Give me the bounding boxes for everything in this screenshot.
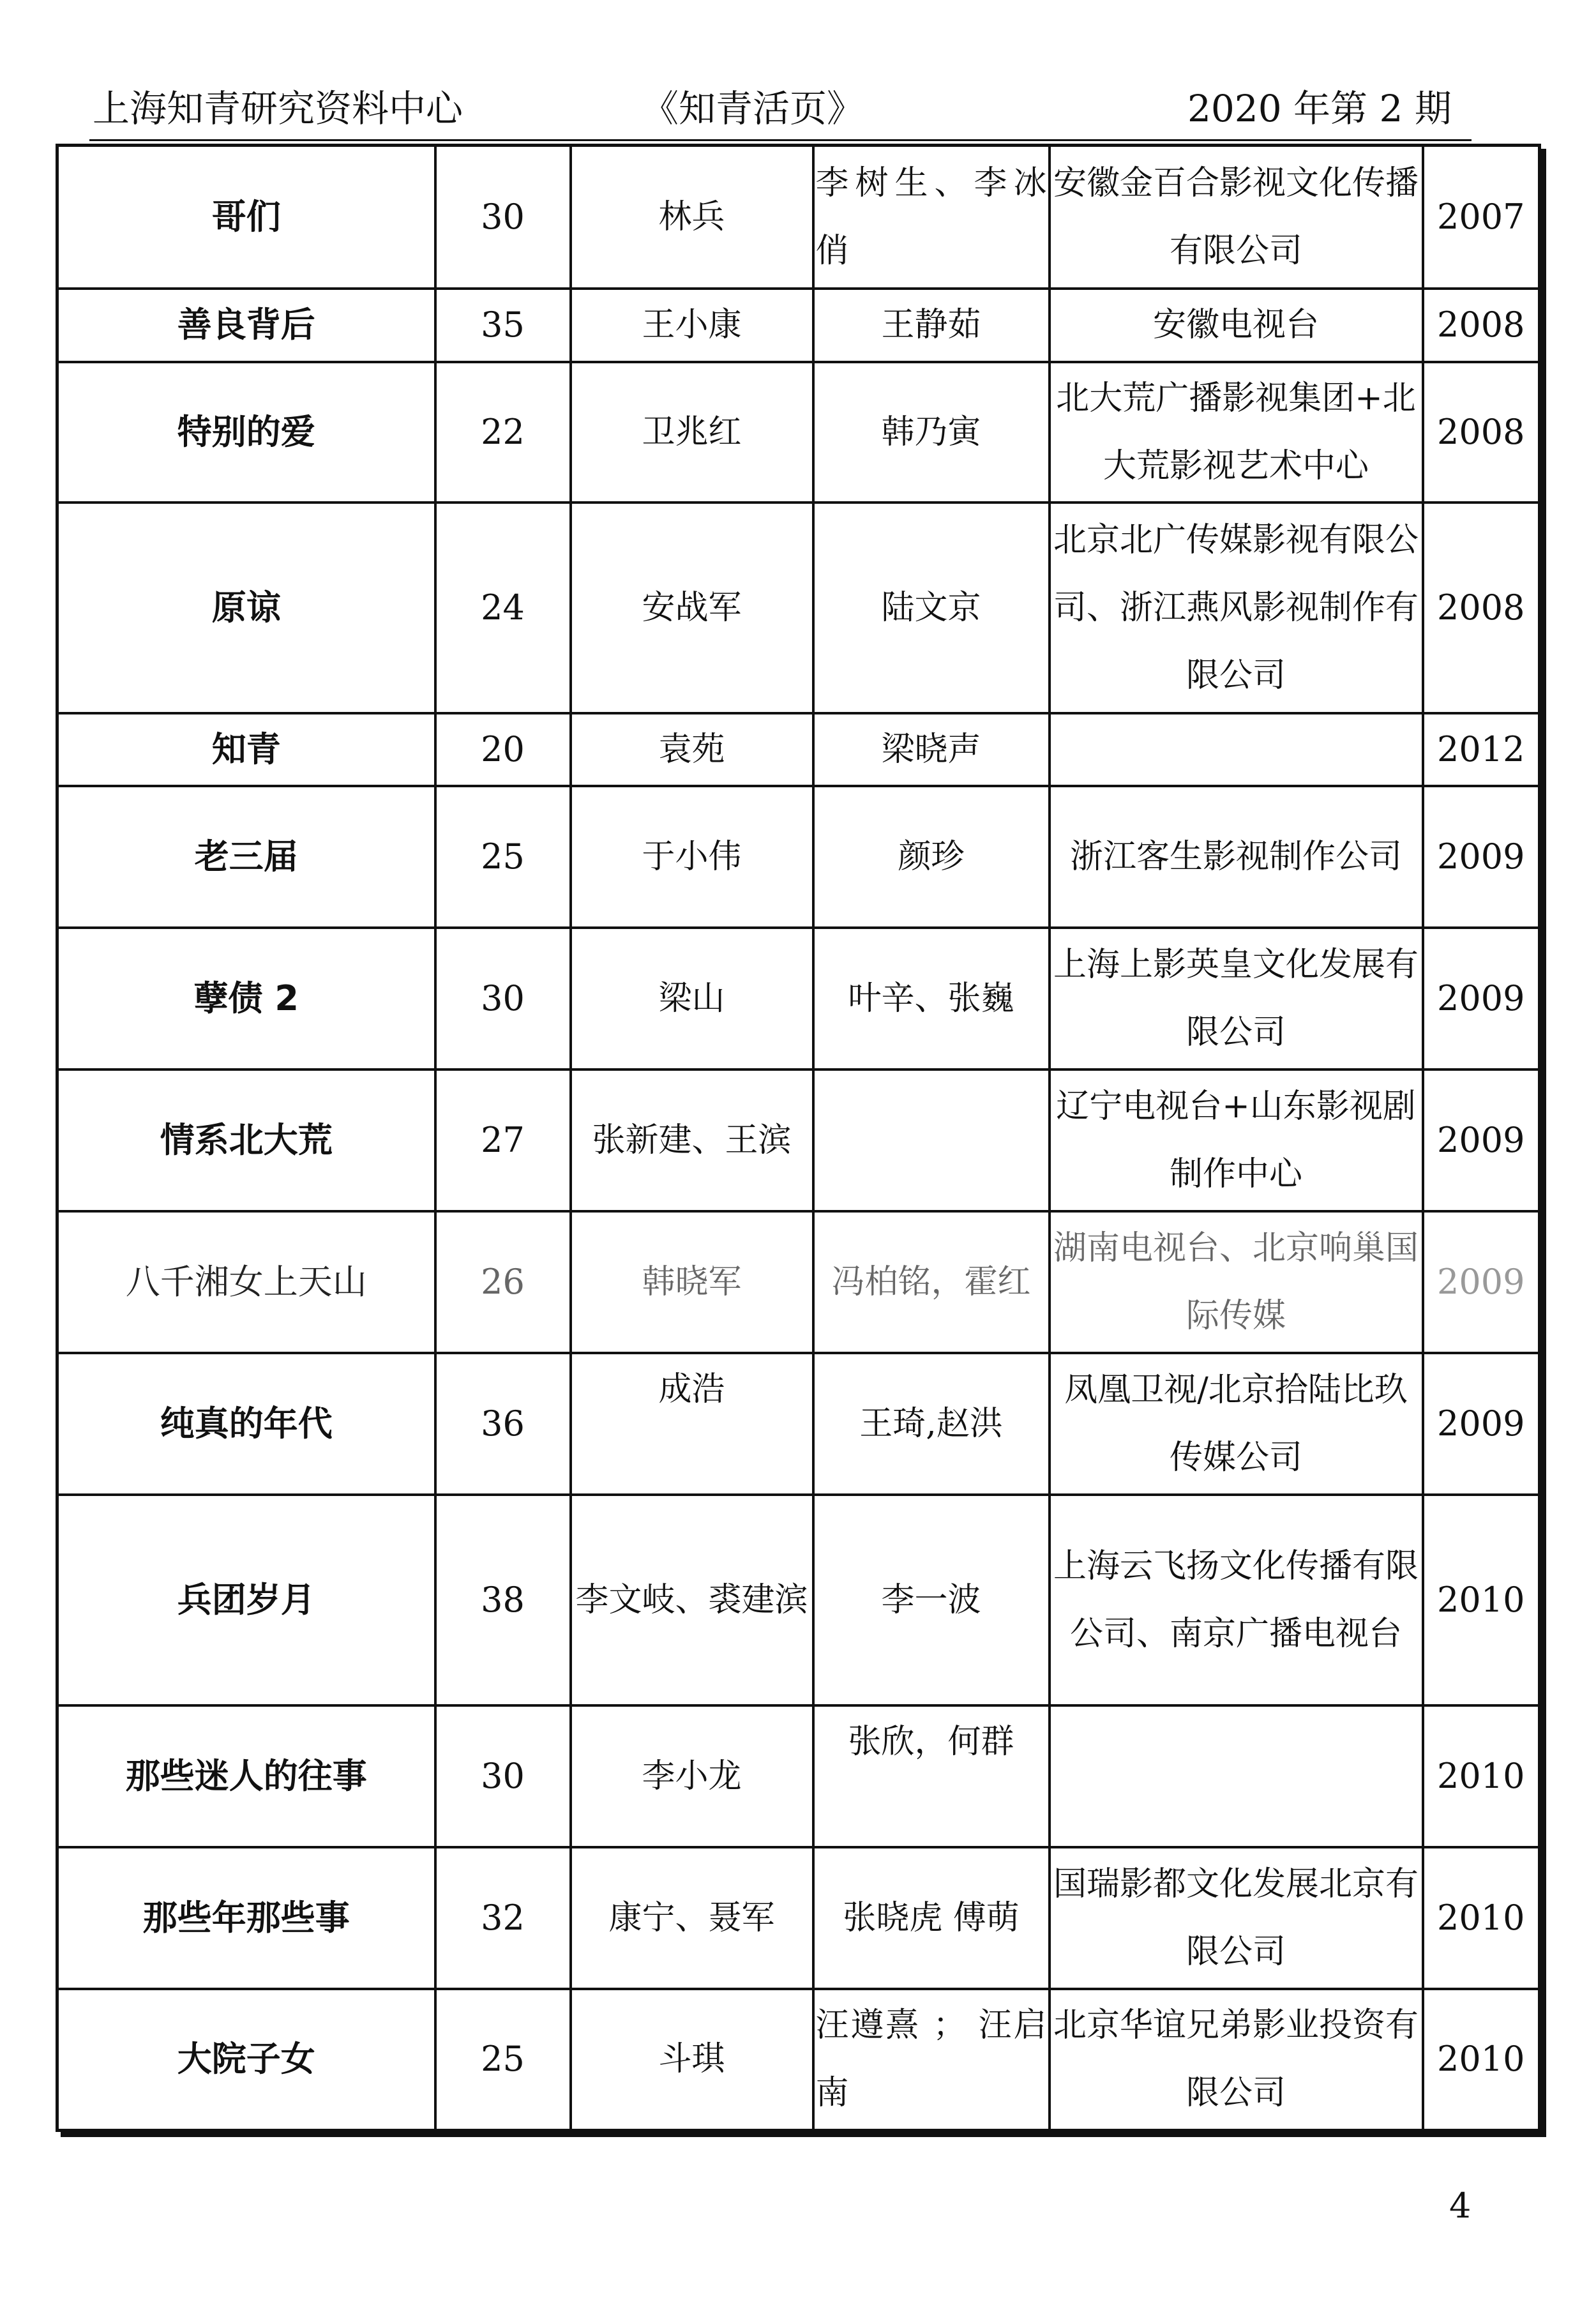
table-row	[57, 362, 1540, 503]
cell-title: 情系北大荒	[57, 1069, 435, 1211]
cell-year: 2007	[1423, 146, 1540, 289]
cell-year: 2009	[1423, 786, 1540, 928]
cell-episodes: 30	[435, 146, 571, 289]
cell-writer: 颜珍	[813, 786, 1050, 928]
header-publication: 《知青活页》	[642, 87, 864, 130]
cell-episodes: 36	[435, 1353, 571, 1495]
cell-producer: 国瑞影都文化发展北京有限公司	[1050, 1847, 1423, 1989]
cell-title: 老三届	[57, 786, 435, 928]
cell-episodes: 27	[435, 1069, 571, 1211]
table-row	[57, 928, 1540, 1069]
cell-director: 康宁、聂军	[571, 1847, 813, 1989]
header-issue: 2020 年第 2 期	[1187, 87, 1452, 130]
table-row	[57, 1989, 1540, 2131]
cell-title: 八千湘女上天山	[57, 1211, 435, 1353]
cell-year: 2009	[1423, 1353, 1540, 1495]
cell-episodes: 20	[435, 713, 571, 786]
page-header	[93, 77, 1472, 140]
cell-producer: 北大荒广播影视集团+北大荒影视艺术中心	[1050, 362, 1423, 503]
cell-year: 2010	[1423, 1705, 1540, 1847]
cell-title: 原谅	[57, 503, 435, 713]
cell-director: 成浩	[571, 1353, 813, 1495]
cell-title: 特别的爱	[57, 362, 435, 503]
cell-episodes: 30	[435, 1705, 571, 1847]
cell-writer: 张欣，何群	[813, 1705, 1050, 1847]
cell-title: 兵团岁月	[57, 1495, 435, 1705]
cell-director: 安战军	[571, 503, 813, 713]
cell-year: 2008	[1423, 289, 1540, 362]
cell-episodes: 26	[435, 1211, 571, 1353]
table-row	[57, 1211, 1540, 1353]
cell-producer: 上海上影英皇文化发展有限公司	[1050, 928, 1423, 1069]
cell-director: 林兵	[571, 146, 813, 289]
cell-director: 李小龙	[571, 1705, 813, 1847]
header-rule	[89, 139, 1472, 141]
drama-table	[56, 144, 1541, 2132]
table-row	[57, 146, 1540, 289]
cell-producer	[1050, 1705, 1423, 1847]
cell-episodes: 32	[435, 1847, 571, 1989]
cell-year: 2010	[1423, 1989, 1540, 2131]
cell-producer: 上海云飞扬文化传播有限公司、南京广播电视台	[1050, 1495, 1423, 1705]
cell-director: 梁山	[571, 928, 813, 1069]
cell-year: 2008	[1423, 503, 1540, 713]
cell-year: 2009	[1423, 1069, 1540, 1211]
cell-producer: 辽宁电视台+山东影视剧制作中心	[1050, 1069, 1423, 1211]
cell-producer: 浙江客生影视制作公司	[1050, 786, 1423, 928]
cell-title: 那些年那些事	[57, 1847, 435, 1989]
cell-director: 卫兆红	[571, 362, 813, 503]
cell-writer: 陆文京	[813, 503, 1050, 713]
cell-writer: 张晓虎 傅萌	[813, 1847, 1050, 1989]
cell-year: 2008	[1423, 362, 1540, 503]
table-row	[57, 1705, 1540, 1847]
cell-writer: 叶辛、张巍	[813, 928, 1050, 1069]
table-row	[57, 1495, 1540, 1705]
table-row	[57, 1069, 1540, 1211]
page-number: 4	[1449, 2186, 1472, 2226]
cell-title: 哥们	[57, 146, 435, 289]
cell-producer: 北京华谊兄弟影业投资有限公司	[1050, 1989, 1423, 2131]
cell-title: 大院子女	[57, 1989, 435, 2131]
table-row	[57, 1847, 1540, 1989]
cell-producer: 凤凰卫视/北京拾陆比玖传媒公司	[1050, 1353, 1423, 1495]
cell-title: 纯真的年代	[57, 1353, 435, 1495]
cell-writer: 李树生、李冰俏	[813, 146, 1050, 289]
header-organization: 上海知青研究资料中心	[93, 87, 463, 130]
cell-episodes: 25	[435, 786, 571, 928]
table-row	[57, 1353, 1540, 1495]
table-row	[57, 503, 1540, 713]
cell-producer: 安徽电视台	[1050, 289, 1423, 362]
cell-writer: 李一波	[813, 1495, 1050, 1705]
cell-director: 李文岐、裘建滨	[571, 1495, 813, 1705]
cell-writer: 汪遵熹 ； 汪启南	[813, 1989, 1050, 2131]
cell-episodes: 35	[435, 289, 571, 362]
cell-year: 2009	[1423, 1211, 1540, 1353]
cell-writer: 冯柏铭，霍红	[813, 1211, 1050, 1353]
cell-title: 知青	[57, 713, 435, 786]
cell-writer: 王琦,赵洪	[813, 1353, 1050, 1495]
cell-episodes: 22	[435, 362, 571, 503]
cell-producer: 湖南电视台、北京响巢国际传媒	[1050, 1211, 1423, 1353]
cell-director: 斗琪	[571, 1989, 813, 2131]
cell-title: 善良背后	[57, 289, 435, 362]
table-row	[57, 786, 1540, 928]
cell-episodes: 25	[435, 1989, 571, 2131]
cell-producer	[1050, 713, 1423, 786]
cell-producer: 北京北广传媒影视有限公司、浙江燕风影视制作有限公司	[1050, 503, 1423, 713]
cell-title: 孽债 2	[57, 928, 435, 1069]
cell-writer	[813, 1069, 1050, 1211]
cell-director: 王小康	[571, 289, 813, 362]
cell-director: 韩晓军	[571, 1211, 813, 1353]
cell-director: 袁苑	[571, 713, 813, 786]
cell-year: 2012	[1423, 713, 1540, 786]
cell-director: 张新建、王滨	[571, 1069, 813, 1211]
cell-director: 于小伟	[571, 786, 813, 928]
cell-writer: 梁晓声	[813, 713, 1050, 786]
table-row	[57, 713, 1540, 786]
cell-writer: 王静茹	[813, 289, 1050, 362]
cell-year: 2010	[1423, 1847, 1540, 1989]
cell-title: 那些迷人的往事	[57, 1705, 435, 1847]
cell-producer: 安徽金百合影视文化传播有限公司	[1050, 146, 1423, 289]
cell-year: 2010	[1423, 1495, 1540, 1705]
cell-episodes: 30	[435, 928, 571, 1069]
cell-episodes: 24	[435, 503, 571, 713]
table-row	[57, 289, 1540, 362]
cell-episodes: 38	[435, 1495, 571, 1705]
cell-writer: 韩乃寅	[813, 362, 1050, 503]
cell-year: 2009	[1423, 928, 1540, 1069]
